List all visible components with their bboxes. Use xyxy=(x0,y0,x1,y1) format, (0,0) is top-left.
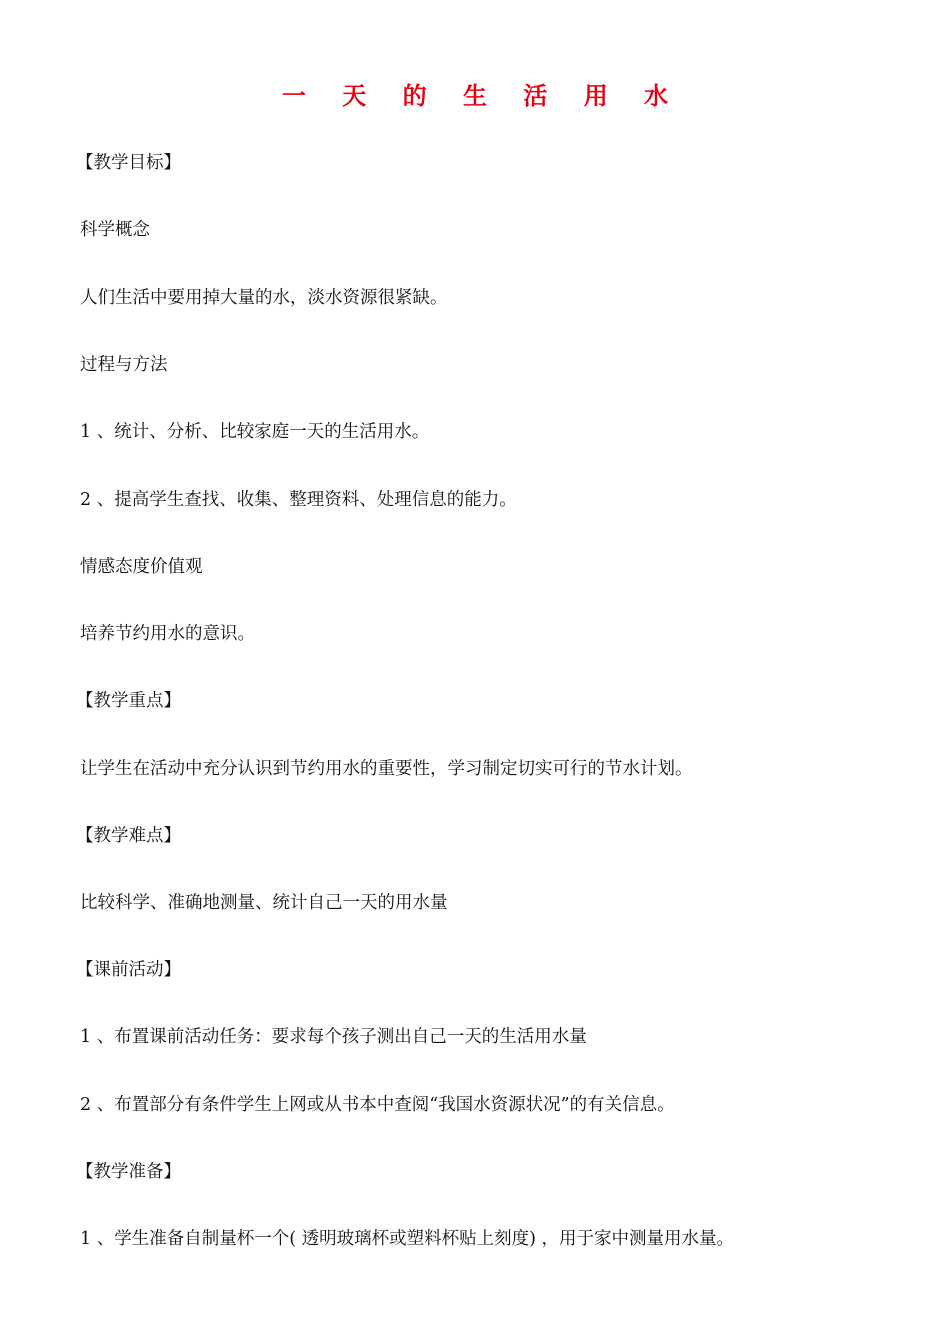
paragraph-method-2: 2 、提高学生查找、收集、整理资料、处理信息的能力。 xyxy=(80,490,517,510)
heading-key-points: 【教学重点】 xyxy=(76,691,181,711)
paragraph-concept: 人们生活中要用掉大量的水，淡水资源很紧缺。 xyxy=(80,288,448,308)
document-title: 一 天 的 生 活 用 水 xyxy=(281,82,683,110)
heading-preparation: 【教学准备】 xyxy=(76,1162,181,1182)
paragraph-difficulties: 比较科学、准确地测量、统计自己一天的用水量 xyxy=(80,893,448,913)
paragraph-activity-2: 2 、布置部分有条件学生上网或从书本中查阅“我国水资源状况”的有关信息。 xyxy=(80,1095,675,1115)
subheading-process-method: 过程与方法 xyxy=(80,355,168,375)
subheading-emotion-values: 情感态度价值观 xyxy=(80,557,203,577)
paragraph-activity-1: 1 、布置课前活动任务：要求每个孩子测出自己一天的生活用水量 xyxy=(80,1027,587,1047)
paragraph-key-points: 让学生在活动中充分认识到节约用水的重要性，学习制定切实可行的节水计划。 xyxy=(80,759,693,779)
paragraph-preparation-1: 1 、学生准备自制量杯一个( 透明玻璃杯或塑料杯贴上刻度) ，用于家中测量用水量。 xyxy=(80,1229,734,1249)
heading-pre-class-activity: 【课前活动】 xyxy=(76,960,181,980)
paragraph-values: 培养节约用水的意识。 xyxy=(80,624,255,644)
heading-teaching-objectives: 【教学目标】 xyxy=(76,153,181,173)
heading-difficulties: 【教学难点】 xyxy=(76,826,181,846)
paragraph-method-1: 1 、统计、分析、比较家庭一天的生活用水。 xyxy=(80,422,430,442)
subheading-science-concept: 科学概念 xyxy=(80,220,150,240)
